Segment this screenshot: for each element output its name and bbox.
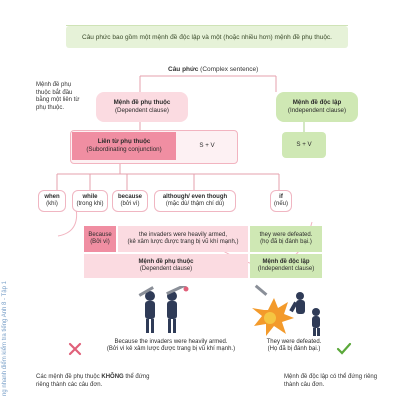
word-when-en: when (44, 193, 60, 200)
word-although (154, 190, 236, 212)
example-clause1-vi: (kẻ xâm lược được trang bị vũ khí mạnh,) (127, 239, 239, 245)
dependent-clause-box (96, 92, 188, 122)
word-although-vi: (mặc dù/ thậm chí dù) (165, 201, 225, 207)
sidebar-text: ng nhanh điểm kiểm tra tiếng Anh 8 - Tập 1 (2, 281, 8, 396)
example-because-cell (84, 226, 116, 252)
left-note-post: thể đứng riêng thành các câu đơn. (36, 374, 150, 388)
bottom-right-caption (252, 336, 336, 356)
bottom-right-note: Mệnh đề độc lập có thể đứng riêng thành câu đơn. (284, 374, 378, 388)
example-clause2-cell (250, 226, 322, 252)
example-dependent-label (84, 254, 248, 278)
word-while-vi: (trong khi) (76, 201, 104, 207)
complex-en: (Complex sentence) (200, 66, 259, 73)
conjunction-box (72, 132, 176, 160)
sv-independent-text: S + V (296, 141, 312, 148)
cross-icon (68, 342, 82, 356)
word-because (112, 190, 148, 212)
intro-text: Câu phức bao gồm một mệnh đề độc lập và một (hoặc nhiều hơn) mệnh đề phụ thuộc. (82, 33, 332, 41)
word-because-en: because (117, 193, 142, 200)
left-note-pre: Các mệnh đề phụ thuộc (36, 374, 102, 380)
complex-vi: Câu phức (168, 66, 199, 73)
conj-vi: Liên từ phụ thuộc (97, 138, 151, 145)
conj-en: (Subordinating conjunction) (86, 146, 162, 153)
check-icon (336, 342, 352, 356)
word-if (270, 190, 292, 212)
bottom-left-note (36, 374, 156, 389)
example-because-vi: (Bởi vì) (90, 239, 110, 245)
example-clause1-en: the invaders were heavily armed, (138, 231, 228, 238)
armed-invaders-illustration (136, 286, 192, 336)
word-when (38, 190, 66, 212)
sv-dependent (182, 132, 232, 160)
independent-clause-box (276, 92, 358, 122)
bottom-left-vi: (Bởi vì kẻ xâm lược được trang bị vũ khí mạnh.) (106, 346, 236, 352)
example-independent-en: (Independent clause) (257, 266, 315, 272)
bottom-left-en: Because the invaders were heavily armed. (114, 338, 228, 345)
word-while (72, 190, 108, 212)
word-because-vi: (bởi vì) (120, 201, 140, 207)
word-although-en: although/ even though (162, 193, 228, 200)
side-note: Mệnh đề phụ thuộc bắt đầu bằng một liên từ phụ thuộc. (36, 82, 80, 111)
word-if-vi: (nếu) (273, 201, 288, 207)
example-clause2-en: they were defeated. (259, 231, 313, 238)
bottom-right-en: They were defeated. (266, 338, 322, 345)
independent-en: (Independent clause) (287, 107, 347, 114)
dependent-vi: Mệnh đề phụ thuộc (113, 99, 171, 106)
example-independent-label (250, 254, 322, 278)
example-clause2-vi: (họ đã bị đánh bại.) (260, 239, 312, 245)
word-when-vi: (khi) (46, 201, 58, 207)
complex-sentence-label (168, 66, 258, 73)
bottom-right-vi: (Họ đã bị đánh bại.) (267, 346, 321, 352)
example-because-en: Because (88, 231, 112, 238)
sv-independent (282, 132, 326, 158)
left-note-bold: KHÔNG (101, 374, 124, 380)
example-dependent-vi: Mệnh đề phụ thuộc (138, 258, 194, 265)
example-dependent-en: (Dependent clause) (139, 266, 193, 272)
dependent-en: (Dependent clause) (114, 107, 169, 114)
word-if-en: if (279, 193, 283, 200)
bottom-left-caption (96, 336, 246, 356)
example-clause1-cell (118, 226, 248, 252)
example-independent-vi: Mệnh đề độc lập (262, 258, 310, 265)
defeat-explosion-illustration (246, 284, 326, 340)
independent-vi: Mệnh đề độc lập (292, 99, 342, 106)
word-while-en: while (82, 193, 98, 200)
sv-dependent-text: S + V (199, 142, 215, 149)
